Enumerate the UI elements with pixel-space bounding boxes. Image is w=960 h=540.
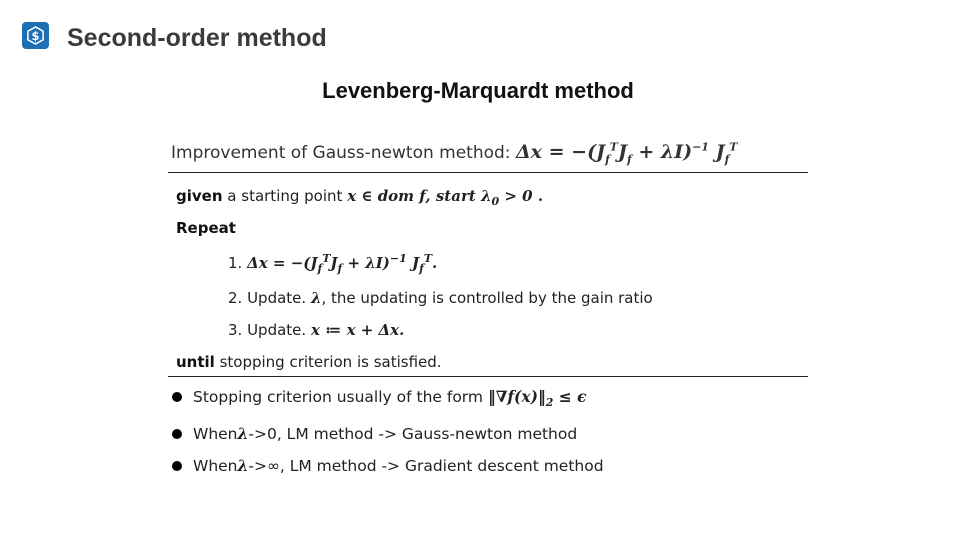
step2-lambda: λ [310, 289, 322, 307]
given-text: a starting point [227, 187, 343, 205]
bullet-3-lambda: λ [237, 456, 249, 475]
bullet-dot-icon [172, 392, 182, 402]
bullet-2-lambda: λ [237, 424, 249, 443]
algorithm-bottom-rule [168, 376, 808, 377]
dollar-s-logo-icon [26, 26, 45, 45]
algorithm-step-3 [228, 319, 404, 341]
algorithm-step-2 [228, 287, 653, 309]
step2-text: , the updating is controlled by the gain ratio [321, 289, 653, 307]
slide-subtitle: Levenberg-Marquardt method [322, 78, 634, 103]
step2-prefix: 2. Update. [228, 289, 307, 307]
bullet-lambda-zero [172, 422, 577, 446]
bullet-dot-icon [172, 429, 182, 439]
given-formula: x ∈ dom f, start $\lambda_0 > 0$ [347, 187, 533, 208]
bullet-3-text: ->∞, LM method -> Gradient descent method [248, 457, 604, 475]
until-text: stopping criterion is satisfied. [219, 353, 442, 371]
bullet-1-formula: $‖\nabla f(x)‖_2 \le \epsilon$ [487, 387, 587, 410]
page-title: Second-order method [67, 24, 327, 52]
bullet-1-text: Stopping criterion usually of the form [193, 388, 484, 406]
bullet-2-prefix: When [193, 425, 238, 443]
algorithm-until-line [176, 351, 442, 373]
algorithm-step-1 [228, 252, 437, 274]
intro-text: Improvement of Gauss-newton method: [171, 143, 511, 163]
intro-line [171, 136, 737, 168]
bullet-dot-icon [172, 461, 182, 471]
bullet-2-text: ->0, LM method -> Gauss-newton method [248, 425, 578, 443]
step1-formula: $\Delta x = -(J_f^TJ_f + \lambda I)^{-1}$ $J_f^T$. [247, 252, 438, 275]
algorithm-given-line: given a starting point x ∈ dom f, start $\lambda_0 > 0$ . [176, 187, 544, 208]
algorithm-repeat-line [176, 217, 236, 239]
logo-icon [22, 22, 49, 49]
until-keyword: until [176, 353, 215, 371]
svg-text:$: $ [31, 28, 40, 43]
step3-prefix: 3. Update. [228, 321, 307, 339]
repeat-keyword: Repeat [176, 219, 236, 237]
step1-prefix: 1. [228, 254, 243, 272]
step3-formula: x ≔ x + Δx. [310, 321, 405, 339]
given-keyword: given [176, 187, 223, 205]
algorithm-top-rule [168, 172, 808, 173]
bullet-stopping-criterion [172, 385, 587, 409]
bullet-3-prefix: When [193, 457, 238, 475]
bullet-lambda-infinity [172, 454, 604, 478]
lm-update-formula: $\Delta x = -(J_f^TJ_f + \lambda I)^{-1}$ $J_f^T$ [515, 140, 738, 166]
